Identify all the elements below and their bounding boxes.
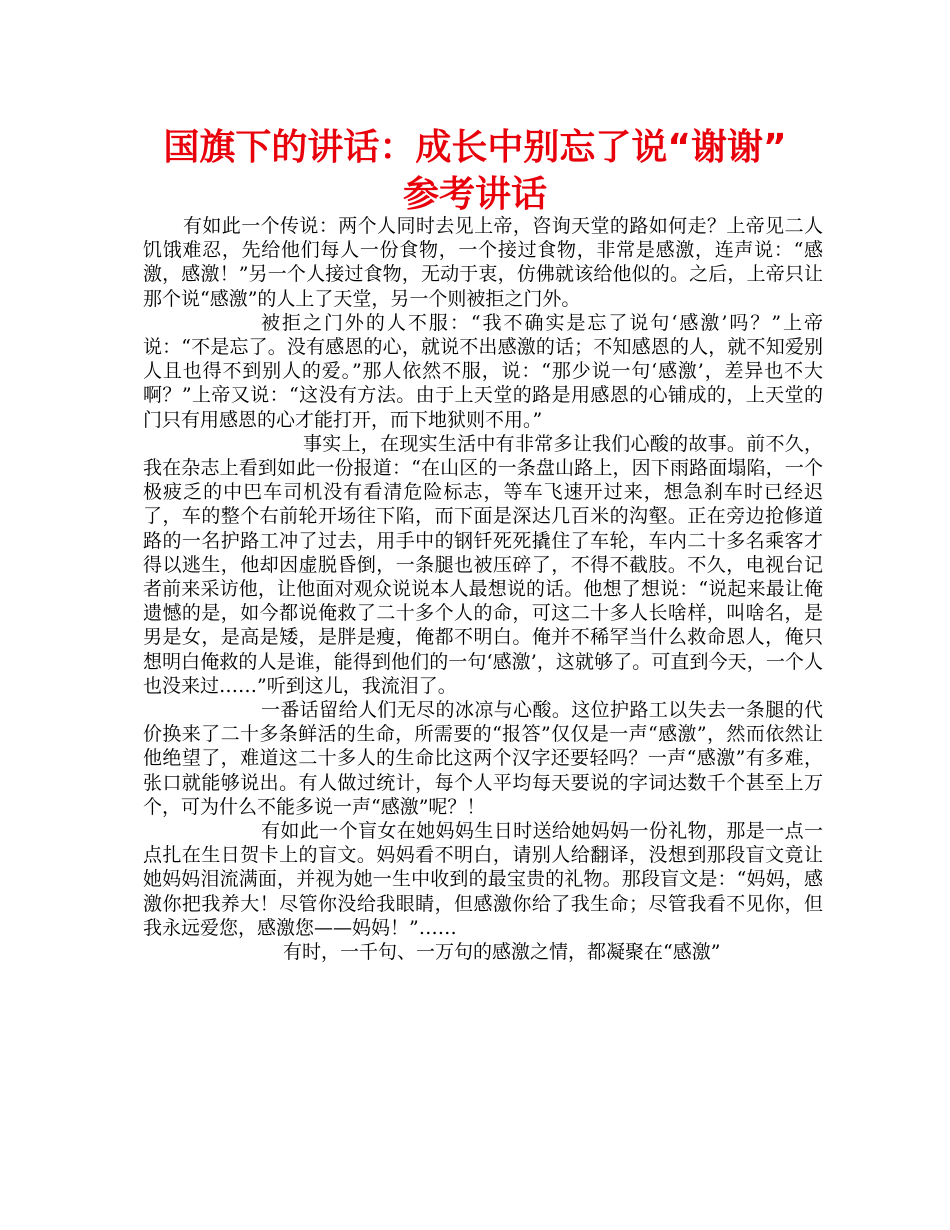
paragraph-1: 有如此一个传说：两个人同时去见上帝，咨询天堂的路如何走？上帝见二人饥饿难忍，先给他们每人一份食物，一个接过食物，非常是感激，连声说：“感激，感激！”另一个人接过食物，无动于衷，仿佛就该给他似的。之后，上帝只让那个说“感激”的人上了天堂，另一个则被拒之门外。 bbox=[143, 215, 823, 310]
paragraph-5: 有如此一个盲女在她妈妈生日时送给她妈妈一份礼物，那是一点一点扎在生日贺卡上的盲文。妈妈看不明白，请别人给翻译，没想到那段盲文竟让她妈妈泪流满面，并视为她一生中收到的最宝贵的礼物。那段盲文是：“妈妈，感激你把我养大！尽管你没给我眼睛，但感激你给了我生命；尽管我看不见你，但我永远爱您，感激您——妈妈！”…… bbox=[143, 820, 823, 939]
paragraph-2: 被拒之门外的人不服：“我不确实是忘了说句‘感激’吗？”上帝说：“不是忘了。没有感恩的心，就说不出感激的话；不知感恩的人，就不知爱别人且也得不到别人的爱。”那人依然不服，说：“那少说一句‘感激’，差异也不大啊？”上帝又说：“这没有方法。由于上天堂的路是用感恩的心铺成的，上天堂的门只有用感恩的心才能打开，而下地狱则不用。” bbox=[143, 311, 823, 431]
paragraph-4: 一番话留给人们无尽的冰凉与心酸。这位护路工以失去一条腿的代价换来了二十多条鲜活的生命，所需要的“报答”仅仅是一声“感激”，然而依然让他绝望了，难道这二十多人的生命比这两个汉字还要轻吗？一声“感激”有多难，张口就能够说出。有人做过统计，每个人平均每天要说的字词达数千个甚至上万个，可为什么不能多说一声“感激”呢？！ bbox=[143, 699, 823, 818]
document-title-line-1: 国旗下的讲话：成长中别忘了说“谢谢” bbox=[163, 127, 787, 168]
paragraph-3: 事实上，在现实生活中有非常多让我们心酸的故事。前不久，我在杂志上看到如此一份报道：“在山区的一条盘山路上，因下雨路面塌陷，一个极疲乏的中巴车司机没有看清危险标志，等车飞速开过来，想急刹车时已经迟了，车的整个右前轮开场往下陷，而下面是深达几百米的沟壑。正在旁边抢修道路的一名护路工冲了过去，用手中的钢钎死死撬住了车轮，车内二十多名乘客才得以逃生，他却因虚脱昏倒，一条腿也被压碎了，不得不截肢。不久，电视台记者前来采访他，让他面对观众说说本人最想说的话。他想了想说：“说起来最让俺遗憾的是，如今都说俺救了二十多个人的命，可这二十多人长啥样，叫啥名，是男是女，是高是矮，是胖是瘦，俺都不明白。俺并不稀罕当什么救命恩人，俺只想明白俺救的人是谁，能得到他们的一句‘感激’，这就够了。可直到今天，一个人也没来过……”听到这儿，我流泪了。 bbox=[143, 432, 823, 697]
document-title-line-2: 参考讲话 bbox=[402, 174, 547, 215]
document-body bbox=[143, 214, 823, 964]
paragraph-6: 有时，一千句、一万句的感激之情，都凝聚在“感激” bbox=[283, 941, 721, 964]
